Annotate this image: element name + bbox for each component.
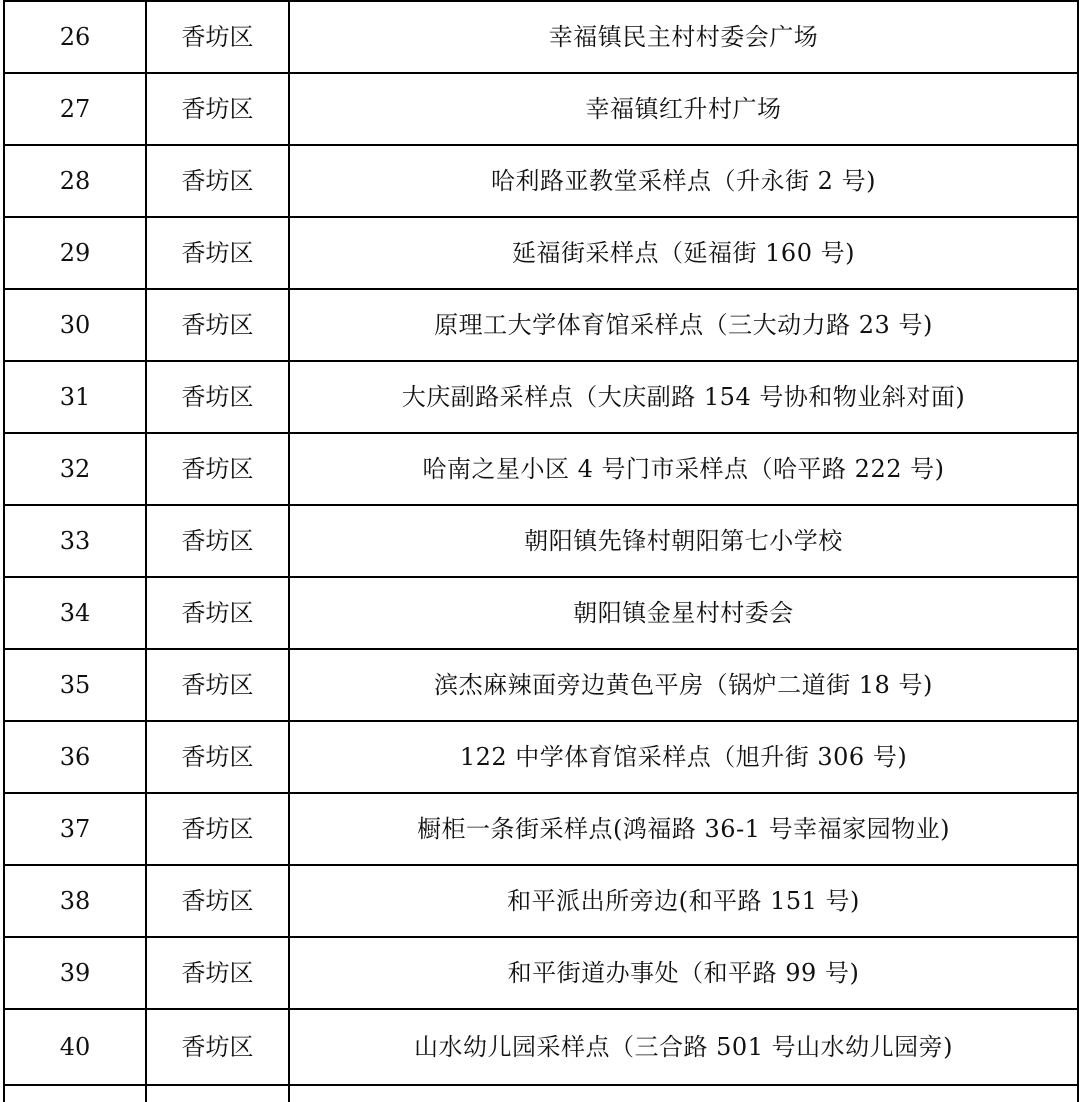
row-number-cell: 38 bbox=[4, 865, 146, 937]
district-cell: 香坊区 bbox=[146, 865, 289, 937]
row-number-cell: 28 bbox=[4, 145, 146, 217]
row-number-cell: 40 bbox=[4, 1009, 146, 1085]
district-cell: 香坊区 bbox=[146, 73, 289, 145]
table-row bbox=[4, 361, 1078, 433]
sampling-site-cell: 大庆副路采样点（大庆副路 154 号协和物业斜对面) bbox=[289, 361, 1078, 433]
table-row bbox=[4, 937, 1078, 1009]
table-row bbox=[4, 217, 1078, 289]
row-number-cell: 26 bbox=[4, 1, 146, 73]
row-number-cell: 34 bbox=[4, 577, 146, 649]
row-number-cell: 33 bbox=[4, 505, 146, 577]
sampling-site-cell: 和平街道办事处（和平路 99 号) bbox=[289, 937, 1078, 1009]
row-number-cell: 29 bbox=[4, 217, 146, 289]
sampling-site-cell: 朝阳镇先锋村朝阳第七小学校 bbox=[289, 505, 1078, 577]
row-number-cell: 31 bbox=[4, 361, 146, 433]
table-row bbox=[4, 433, 1078, 505]
sampling-site-cell: 朝阳镇金星村村委会 bbox=[289, 577, 1078, 649]
row-number-cell: 30 bbox=[4, 289, 146, 361]
sampling-site-cell: 哈南之星小区 4 号门市采样点（哈平路 222 号) bbox=[289, 433, 1078, 505]
table-row-continuation bbox=[4, 1085, 1078, 1102]
district-cell: 香坊区 bbox=[146, 433, 289, 505]
district-cell: 香坊区 bbox=[146, 793, 289, 865]
table-row bbox=[4, 1, 1078, 73]
table-row bbox=[4, 289, 1078, 361]
sampling-site-cell: 橱柜一条街采样点(鸿福路 36-1 号幸福家园物业) bbox=[289, 793, 1078, 865]
table-row bbox=[4, 73, 1078, 145]
empty-cell bbox=[4, 1085, 146, 1102]
sampling-site-table bbox=[3, 0, 1079, 1102]
row-number-cell: 37 bbox=[4, 793, 146, 865]
row-number-cell: 35 bbox=[4, 649, 146, 721]
sampling-site-cell: 122 中学体育馆采样点（旭升街 306 号) bbox=[289, 721, 1078, 793]
table-row bbox=[4, 649, 1078, 721]
table-row bbox=[4, 577, 1078, 649]
district-cell: 香坊区 bbox=[146, 361, 289, 433]
sampling-site-cell: 幸福镇民主村村委会广场 bbox=[289, 1, 1078, 73]
row-number-cell: 39 bbox=[4, 937, 146, 1009]
empty-cell bbox=[289, 1085, 1078, 1102]
row-number-cell: 27 bbox=[4, 73, 146, 145]
row-number-cell: 32 bbox=[4, 433, 146, 505]
district-cell: 香坊区 bbox=[146, 649, 289, 721]
district-cell: 香坊区 bbox=[146, 145, 289, 217]
empty-cell bbox=[146, 1085, 289, 1102]
sampling-site-cell: 延福街采样点（延福街 160 号) bbox=[289, 217, 1078, 289]
district-cell: 香坊区 bbox=[146, 1009, 289, 1085]
row-number-cell: 36 bbox=[4, 721, 146, 793]
table-row bbox=[4, 865, 1078, 937]
table-row bbox=[4, 793, 1078, 865]
sampling-site-cell: 原理工大学体育馆采样点（三大动力路 23 号) bbox=[289, 289, 1078, 361]
district-cell: 香坊区 bbox=[146, 1, 289, 73]
sampling-site-cell: 山水幼儿园采样点（三合路 501 号山水幼儿园旁) bbox=[289, 1009, 1078, 1085]
district-cell: 香坊区 bbox=[146, 577, 289, 649]
sampling-site-cell: 滨杰麻辣面旁边黄色平房（锅炉二道街 18 号) bbox=[289, 649, 1078, 721]
district-cell: 香坊区 bbox=[146, 505, 289, 577]
sampling-site-cell: 和平派出所旁边(和平路 151 号) bbox=[289, 865, 1078, 937]
table-row bbox=[4, 1009, 1078, 1085]
sampling-site-cell: 哈利路亚教堂采样点（升永街 2 号) bbox=[289, 145, 1078, 217]
table-row bbox=[4, 145, 1078, 217]
district-cell: 香坊区 bbox=[146, 289, 289, 361]
table-row bbox=[4, 721, 1078, 793]
district-cell: 香坊区 bbox=[146, 217, 289, 289]
sampling-site-cell: 幸福镇红升村广场 bbox=[289, 73, 1078, 145]
district-cell: 香坊区 bbox=[146, 937, 289, 1009]
district-cell: 香坊区 bbox=[146, 721, 289, 793]
table-row bbox=[4, 505, 1078, 577]
